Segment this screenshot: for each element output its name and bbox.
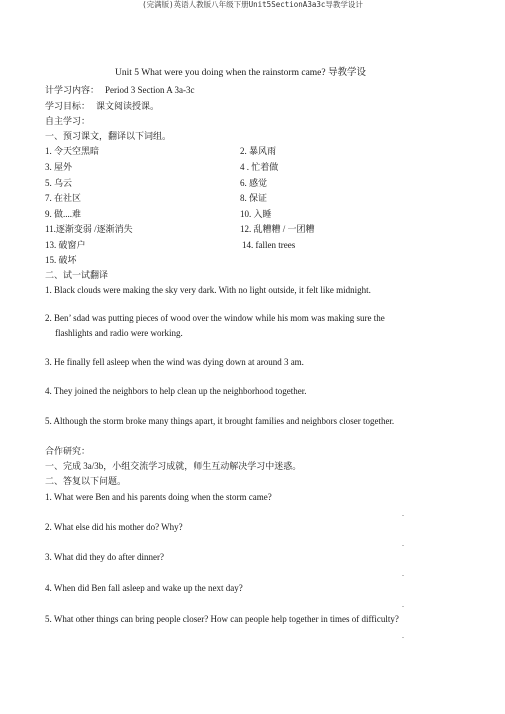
question: 1. What were Ben and his parents doing when the storm came? [45,492,272,502]
vocab-item: 13. 破窗户 [45,240,86,250]
vocab-item: 11.逐渐变弱 /逐渐消失 [45,224,133,234]
content-row [45,85,195,96]
question: 5. What other things can bring people closer? How can people help together in times of difficulty? [45,614,399,624]
vocab-item: 10. 入睡 [240,209,272,219]
section2-heading: 二、试一试翻译 [45,270,109,280]
translate-sentence: flashlights and radio were working. [55,328,183,338]
vocab-item: 8. 保证 [240,193,268,203]
answer-dot: . [402,569,404,578]
question: 3. What did they do after dinner? [45,552,165,562]
translate-sentence: 3. He finally fell asleep when the wind was dying down at around 3 am. [45,357,304,367]
coop-heading: 合作研究： [45,446,91,456]
translate-sentence: 1. Black clouds were making the sky very dark. With no light outside, it felt like midnight. [45,285,371,295]
vocab-item: 1. 令天空黑暗 [45,146,100,156]
content-value: Period 3 Section A 3a-3c [105,85,195,95]
translate-sentence: 5. Although the storm broke many things apart, it brought families and neighbors closer together. [45,416,395,426]
coop-item: 一、完成 3a/3b，小组交流学习成就，师生互动解决学习中迷惑。 [45,461,302,471]
coop-item: 二、答复以下问题。 [45,476,127,486]
question: 4. When did Ben fall asleep and wake up the next day? [45,583,243,593]
vocab-item: 2. 暴风雨 [240,146,277,156]
answer-dot: . [402,509,404,518]
answer-dot: . [402,539,404,548]
page-title: Unit 5 What were you doing when the rainstorm came? 导教学设 [115,68,366,78]
vocab-item: 5. 乌云 [45,178,73,188]
vocab-item: 3. 屋外 [45,162,73,172]
vocab-item: 15. 破坏 [45,255,77,265]
goal-row [45,101,159,112]
section1-heading: 一、预习课文，翻译以下词组。 [45,131,172,141]
vocab-item: 14. fallen trees [242,240,296,250]
self-study-heading: 自主学习： [45,116,91,126]
question: 2. What else did his mother do? Why? [45,522,183,532]
vocab-item: 9. 做....难 [45,209,82,219]
goal-label: 学习目标： [45,101,91,111]
page-header: (完满版)英语人教版八年级下册Unit5SectionA3a3c导教学设计 [142,0,363,9]
answer-dot: . [402,600,404,609]
goal-value: 课文阅读授课。 [96,101,160,111]
vocab-item: 12. 乱糟糟 / 一团糟 [240,224,315,234]
translate-sentence: 4. They joined the neighbors to help clean up the neighborhood together. [45,386,307,396]
vocab-item: 7. 在社区 [45,193,82,203]
content-label: 计学习内容： [45,85,100,95]
vocab-item: 4 . 忙着做 [240,162,279,172]
translate-sentence: 2. Ben’ sdad was putting pieces of wood over the window while his mom was making sure the [45,313,385,323]
answer-dot: . [402,631,404,640]
vocab-item: 6. 感觉 [240,178,268,188]
